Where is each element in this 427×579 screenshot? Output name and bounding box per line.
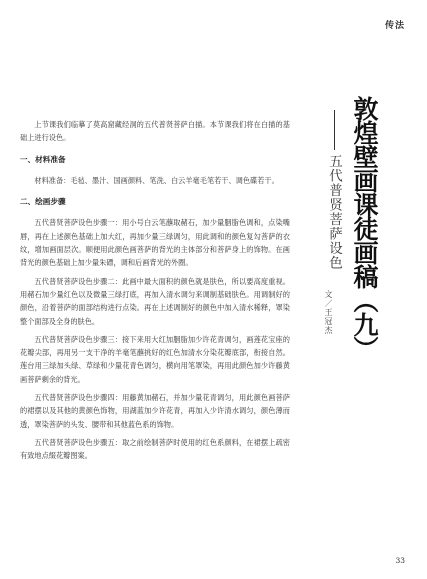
materials-paragraph: 材料准备：毛毡、墨汁、国画颜料、笔洗、白云羊毫毛笔若干、调色碟若干。 xyxy=(34,175,279,185)
subtitle-block xyxy=(324,110,344,270)
step-paragraph-4: 五代普贤菩萨设色步骤四：用藤黄加赭石，并加少量花青调匀，用此颜色画菩萨的裙摆以及其他的黄颜色饰物，用湖蓝加少许花青，再加入少许清水调匀，颜色薄而透，罩染菩萨的头发、腰带和其他蓝色系的饰物。 xyxy=(20,393,290,429)
section-heading-steps: 二、绘画步骤 xyxy=(20,197,66,207)
article-body xyxy=(20,118,290,468)
article-title: 敦煌壁画课徒画稿（九） xyxy=(350,96,379,360)
subtitle-rule xyxy=(334,110,335,150)
section-heading-materials: 一、材料准备 xyxy=(20,154,66,164)
article-subtitle: 五代普贤菩萨设色 xyxy=(326,154,342,270)
page-number: 33 xyxy=(395,556,405,565)
intro-paragraph: 上节课我们临摹了莫高窟藏经洞的五代普贤菩萨白描。本节课我们将在白描的基础上进行设色。 xyxy=(20,120,290,143)
step-paragraph-3: 五代普贤菩萨设色步骤三：接下来用大红加胭脂加少许花青调匀，画莲花宝座的花瓣尖部，再用另一支干净的羊毫笔蘸挑好的红色加清水分染花瓣底部，衔接自然。莲台用三绿加头绿、草绿和少量花青色调匀，横向用笔罩染，再用此颜色加少许藤黄画菩萨剩余的背光。 xyxy=(20,334,290,384)
step-paragraph-1: 五代普贤菩萨设色步骤一：用小号白云笔蘸取赭石，加少量胭脂色调和，点染嘴唇，再在上述颜色基础上加大红，再加少量三绿调匀，用此调和的颜色复勾菩萨的衣纹，增加画面层次。顺便用此颜色画菩萨的背光的主体部分和菩萨身上的饰物。在画背光的颜色基础上加少量朱磦，调和后画背光的外圈。 xyxy=(20,218,290,268)
author-byline: 文／王冠杰 xyxy=(324,290,333,335)
step-paragraph-5: 五代普贤菩萨设色步骤五：取之前绘制菩萨时使用的红色系颜料，在裙摆上疏密有致地点缀花瓣图案。 xyxy=(20,437,290,461)
section-tag: 传法 xyxy=(384,21,405,31)
step-paragraph-2: 五代普贤菩萨设色步骤二：此画中最大面积的颜色就是肤色，所以要高度重视。用赭石加少量红色以及微量三绿打底，再加入清水调匀来调制基础肤色。用调制好的颜色，沿着菩萨的面部结构进行点染。再在上述调制好的颜色中加入清水稀释，罩染整个面部及全身的肤色。 xyxy=(20,276,290,326)
